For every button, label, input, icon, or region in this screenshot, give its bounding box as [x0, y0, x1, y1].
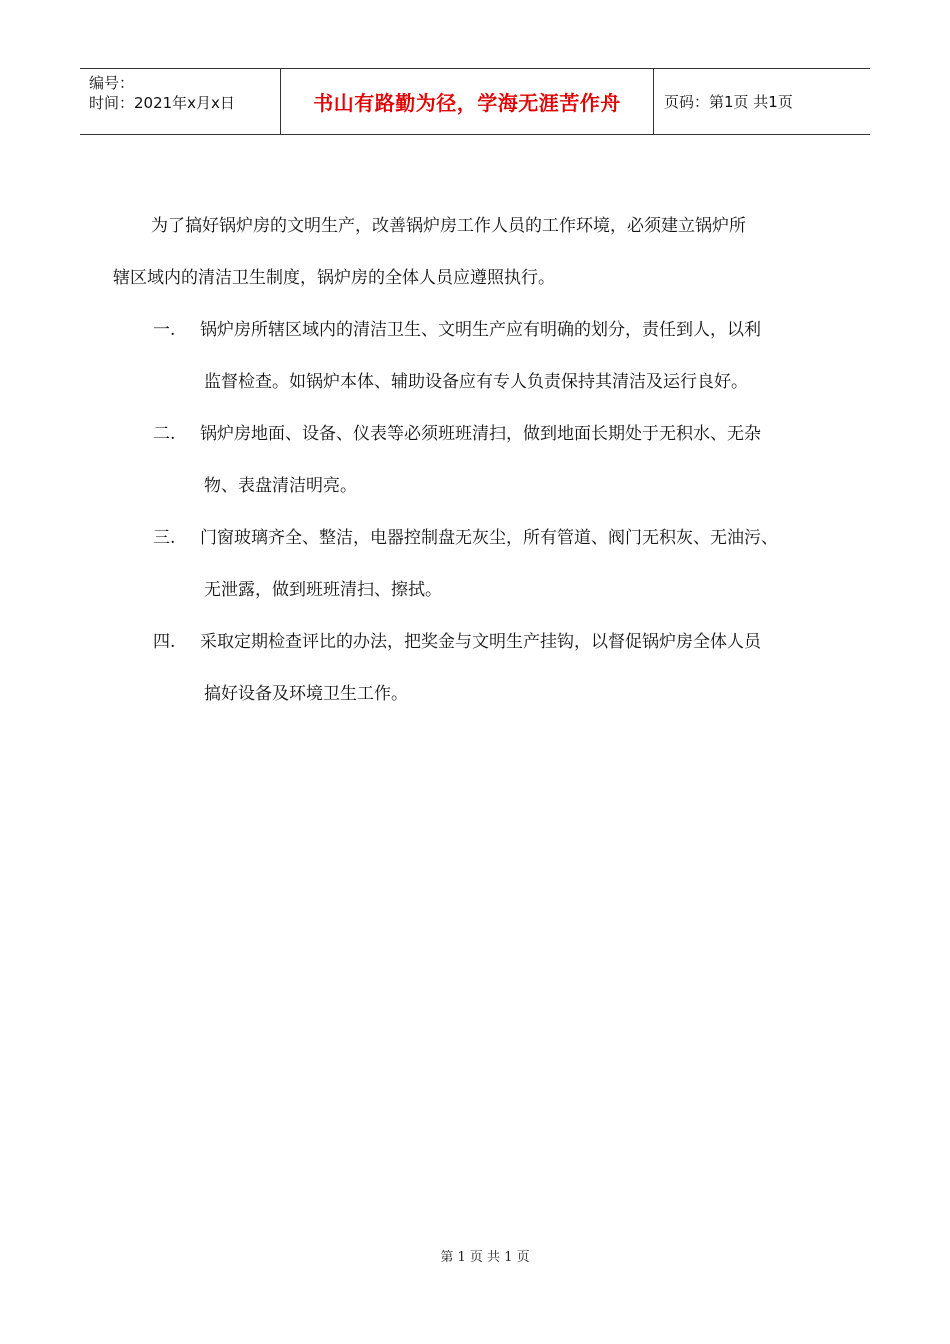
rule-line-2: 搞好设备及环境卫生工作。: [204, 684, 408, 704]
rule-item-1: [113, 304, 853, 408]
serial-number-label: 编号：: [89, 74, 135, 92]
rule-number: 四.: [153, 632, 176, 652]
rule-number: 一.: [153, 320, 176, 340]
rule-item-3: [113, 512, 853, 616]
document-body: [113, 200, 853, 720]
motto-text: 书山有路勤为径，学海无涯苦作舟: [313, 91, 621, 115]
page-footer: [0, 1246, 950, 1265]
date-line: 时间：2021年x月x日: [89, 94, 235, 112]
rule-number: 二.: [153, 424, 176, 444]
header-page-cell: [654, 69, 870, 134]
footer-page-number: 第 1 页 共 1 页: [440, 1250, 530, 1265]
rule-line-2: 物、表盘清洁明亮。: [204, 476, 357, 496]
rule-item-4: [113, 616, 853, 720]
rule-line-1: 采取定期检查评比的办法，把奖金与文明生产挂钩，以督促锅炉房全体人员: [200, 632, 761, 652]
rule-line-2: 无泄露，做到班班清扫、擦拭。: [204, 580, 442, 600]
intro-line-1: 为了搞好锅炉房的文明生产，改善锅炉房工作人员的工作环境，必须建立锅炉所: [151, 216, 746, 236]
rule-item-2: [113, 408, 853, 512]
rule-line-1: 锅炉房地面、设备、仪表等必须班班清扫，做到地面长期处于无积水、无杂: [200, 424, 761, 444]
page-info: 页码：第1页 共1页: [664, 93, 793, 111]
rule-line-2: 监督检查。如锅炉本体、辅助设备应有专人负责保持其清洁及运行良好。: [204, 372, 748, 392]
rule-line-1: 门窗玻璃齐全、整洁，电器控制盘无灰尘，所有管道、阀门无积灰、无油污、: [200, 528, 778, 548]
intro-line-2: 辖区域内的清洁卫生制度，锅炉房的全体人员应遵照执行。: [113, 268, 555, 288]
rule-number: 三.: [153, 528, 176, 548]
header-motto-cell: [281, 69, 654, 134]
rule-line-1: 锅炉房所辖区域内的清洁卫生、文明生产应有明确的划分，责任到人，以利: [200, 320, 761, 340]
header-table: [80, 68, 870, 135]
header-meta-cell: [80, 69, 281, 134]
